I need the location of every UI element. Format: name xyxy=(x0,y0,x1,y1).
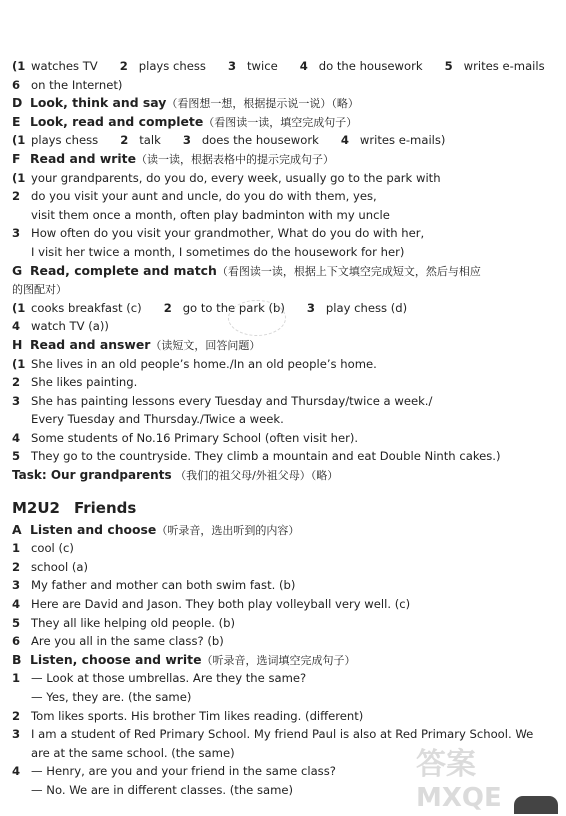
item-answer: Here are David and Jason. They both play volleyball very well. (c) xyxy=(31,597,411,612)
item-number: 5 xyxy=(12,615,21,630)
item-number: 3 xyxy=(306,300,315,315)
page-number-tab xyxy=(514,796,558,814)
task-title: Task: Our grandparents xyxy=(12,468,172,483)
answer-line xyxy=(12,595,557,614)
item-number: (1 xyxy=(12,300,26,315)
answer-line xyxy=(12,576,557,595)
item-number: 2 xyxy=(12,559,21,574)
item-number: 2 xyxy=(12,708,21,723)
answer-line xyxy=(12,280,557,299)
item-answer: They go to the countryside. They climb a mountain and eat Double Ninth cakes.) xyxy=(31,449,501,464)
item-number: 5 xyxy=(12,449,21,464)
item-answer: does the housework xyxy=(201,133,319,148)
unit-name: Friends xyxy=(73,498,137,517)
item-answer: — Henry, are you and your friend in the same class? xyxy=(31,764,336,779)
item-answer: I am a student of Red Primary School. My friend Paul is also at Red Primary School. We xyxy=(31,727,534,742)
item-answer: — Look at those umbrellas. Are they the same? xyxy=(31,671,307,686)
item-answer: writes e-mails) xyxy=(359,133,446,148)
item-number: (1 xyxy=(12,356,26,371)
item-answer: She has painting lessons every Tuesday and Thursday/twice a week./ xyxy=(31,393,433,408)
item-answer: play chess (d) xyxy=(325,300,408,315)
task-heading xyxy=(12,466,557,485)
item-answer: watches TV xyxy=(31,59,98,73)
item-answer: Some students of No.16 Primary School (often visit her). xyxy=(31,430,359,445)
answer-line xyxy=(12,57,557,76)
answer-line xyxy=(12,76,557,95)
item-number: 3 xyxy=(227,59,237,73)
section-title: Look, read and complete xyxy=(30,113,204,129)
item-number: 2 xyxy=(12,375,21,390)
answer-line xyxy=(12,558,557,577)
item-number: 6 xyxy=(12,77,21,92)
answer-line xyxy=(12,410,557,429)
section-letter: A xyxy=(12,521,22,537)
section-heading xyxy=(12,94,557,113)
item-answer: Tom likes sports. His brother Tim likes reading. (different) xyxy=(31,708,364,723)
item-number: 4 xyxy=(299,59,308,73)
svg-text:答案: 答案 xyxy=(416,747,476,782)
section-heading xyxy=(12,113,557,132)
item-answer: cooks breakfast (c) xyxy=(31,300,142,315)
answer-line xyxy=(12,224,557,243)
answer-continuation: I visit her twice a month, I sometimes do the housework for her) xyxy=(31,244,405,259)
answer-continuation: — Yes, they are. (the same) xyxy=(31,690,192,704)
unit-heading xyxy=(12,495,557,521)
section-instruction: （看图想一想，根据提示说一说）（略） xyxy=(166,97,359,111)
item-answer: She lives in an old people’s home./In an old people’s home. xyxy=(31,356,377,371)
section-letter: D xyxy=(12,95,23,111)
section-title: Read and write xyxy=(30,150,136,166)
answer-line xyxy=(12,187,557,206)
section-title: Listen, choose and write xyxy=(30,651,202,667)
item-number: 4 xyxy=(12,597,21,612)
answer-line xyxy=(12,707,557,726)
answer-line xyxy=(12,373,557,392)
item-number: 3 xyxy=(12,727,21,742)
item-answer: Are you all in the same class? (b) xyxy=(31,634,224,649)
section-heading xyxy=(12,150,557,169)
item-number: 2 xyxy=(120,133,129,148)
answer-continuation: Every Tuesday and Thursday./Twice a week. xyxy=(31,412,284,427)
section-title: Read, complete and match xyxy=(30,262,217,278)
section-letter: G xyxy=(12,262,23,278)
answer-line xyxy=(12,169,557,188)
section-letter: H xyxy=(12,336,23,352)
item-number: 2 xyxy=(12,189,21,204)
section-instruction: （看图读一读，根据上下文填空完成短文，然后与相应 xyxy=(216,264,481,278)
item-answer: on the Internet) xyxy=(31,77,123,92)
section-heading xyxy=(12,336,557,355)
item-number: (1 xyxy=(12,133,26,148)
answer-line xyxy=(12,447,557,466)
item-number: (1 xyxy=(12,59,26,73)
item-number: 3 xyxy=(12,393,21,408)
item-number: 3 xyxy=(182,133,191,148)
item-answer: How often do you visit your grandmother, What do you do with her, xyxy=(31,226,425,241)
section-letter: F xyxy=(12,150,21,166)
section-instruction: （听录音，选词填空完成句子） xyxy=(201,653,356,667)
item-number: 3 xyxy=(12,226,21,241)
item-number: 4 xyxy=(340,133,349,148)
answer-line xyxy=(12,355,557,374)
section-heading xyxy=(12,262,557,281)
item-number: 6 xyxy=(12,634,21,649)
item-number: 4 xyxy=(12,764,21,779)
task-instruction: （我们的祖父母/外祖父母）（略） xyxy=(171,469,339,483)
item-answer: your grandparents, do you do, every week, usually go to the park with xyxy=(31,170,441,185)
section-instruction: （读一读，根据表格中的提示完成句子） xyxy=(136,152,334,166)
item-answer: writes e-mails xyxy=(463,59,545,73)
answer-line xyxy=(12,243,557,262)
item-answer: They all like helping old people. (b) xyxy=(31,615,236,630)
item-answer: do the housework xyxy=(318,59,423,73)
item-answer: plays chess xyxy=(138,59,206,73)
item-answer: do you visit your aunt and uncle, do you do with them, yes, xyxy=(31,189,377,204)
item-answer: She likes painting. xyxy=(31,375,138,390)
section-instruction: （读短文，回答问题） xyxy=(150,338,261,352)
item-answer: plays chess xyxy=(31,133,99,148)
item-answer: twice xyxy=(246,59,278,73)
answer-line xyxy=(12,632,557,651)
item-number: 2 xyxy=(119,59,128,73)
answer-line xyxy=(12,669,557,688)
section-letter: E xyxy=(12,113,21,129)
answer-line xyxy=(12,688,557,707)
item-number: 4 xyxy=(12,319,21,334)
section-letter: B xyxy=(12,651,22,667)
stamp-mark xyxy=(228,300,286,336)
item-answer: cool (c) xyxy=(31,541,74,556)
answer-line xyxy=(12,429,557,448)
section-instruction: （听录音，选出听到的内容） xyxy=(156,523,300,537)
item-answer: watch TV (a)) xyxy=(31,319,109,334)
answer-line xyxy=(12,206,557,225)
answer-line xyxy=(12,392,557,411)
item-answer: My father and mother can both swim fast. (b) xyxy=(31,578,296,593)
item-number: 2 xyxy=(163,300,172,315)
answer-line xyxy=(12,539,557,558)
item-number: 4 xyxy=(12,430,21,445)
item-number: 3 xyxy=(12,578,21,593)
section-heading xyxy=(12,521,557,540)
section-title: Listen and choose xyxy=(30,521,157,537)
item-number: 5 xyxy=(444,59,453,73)
answer-page xyxy=(12,57,557,800)
section-heading xyxy=(12,651,557,670)
item-number: (1 xyxy=(12,170,26,185)
item-number: 1 xyxy=(12,671,21,686)
item-answer: school (a) xyxy=(31,559,89,574)
item-answer: talk xyxy=(139,133,161,148)
answer-line xyxy=(12,131,557,150)
answer-continuation: visit them once a month, often play badminton with my uncle xyxy=(31,207,390,222)
section-instruction-continued: 的图配对） xyxy=(12,283,67,297)
section-instruction: （看图读一读，填空完成句子） xyxy=(203,115,358,129)
section-title: Look, think and say xyxy=(30,95,167,111)
answer-continuation: are at the same school. (the same) xyxy=(31,745,235,760)
section-title: Read and answer xyxy=(30,336,151,352)
answer-line xyxy=(12,614,557,633)
item-answer: go to the park (b) xyxy=(182,300,285,315)
unit-code: M2U2 xyxy=(12,498,60,517)
svg-text:MXQE: MXQE xyxy=(416,783,502,813)
answer-continuation: — No. We are in different classes. (the same) xyxy=(31,782,294,797)
item-number: 1 xyxy=(12,541,21,556)
